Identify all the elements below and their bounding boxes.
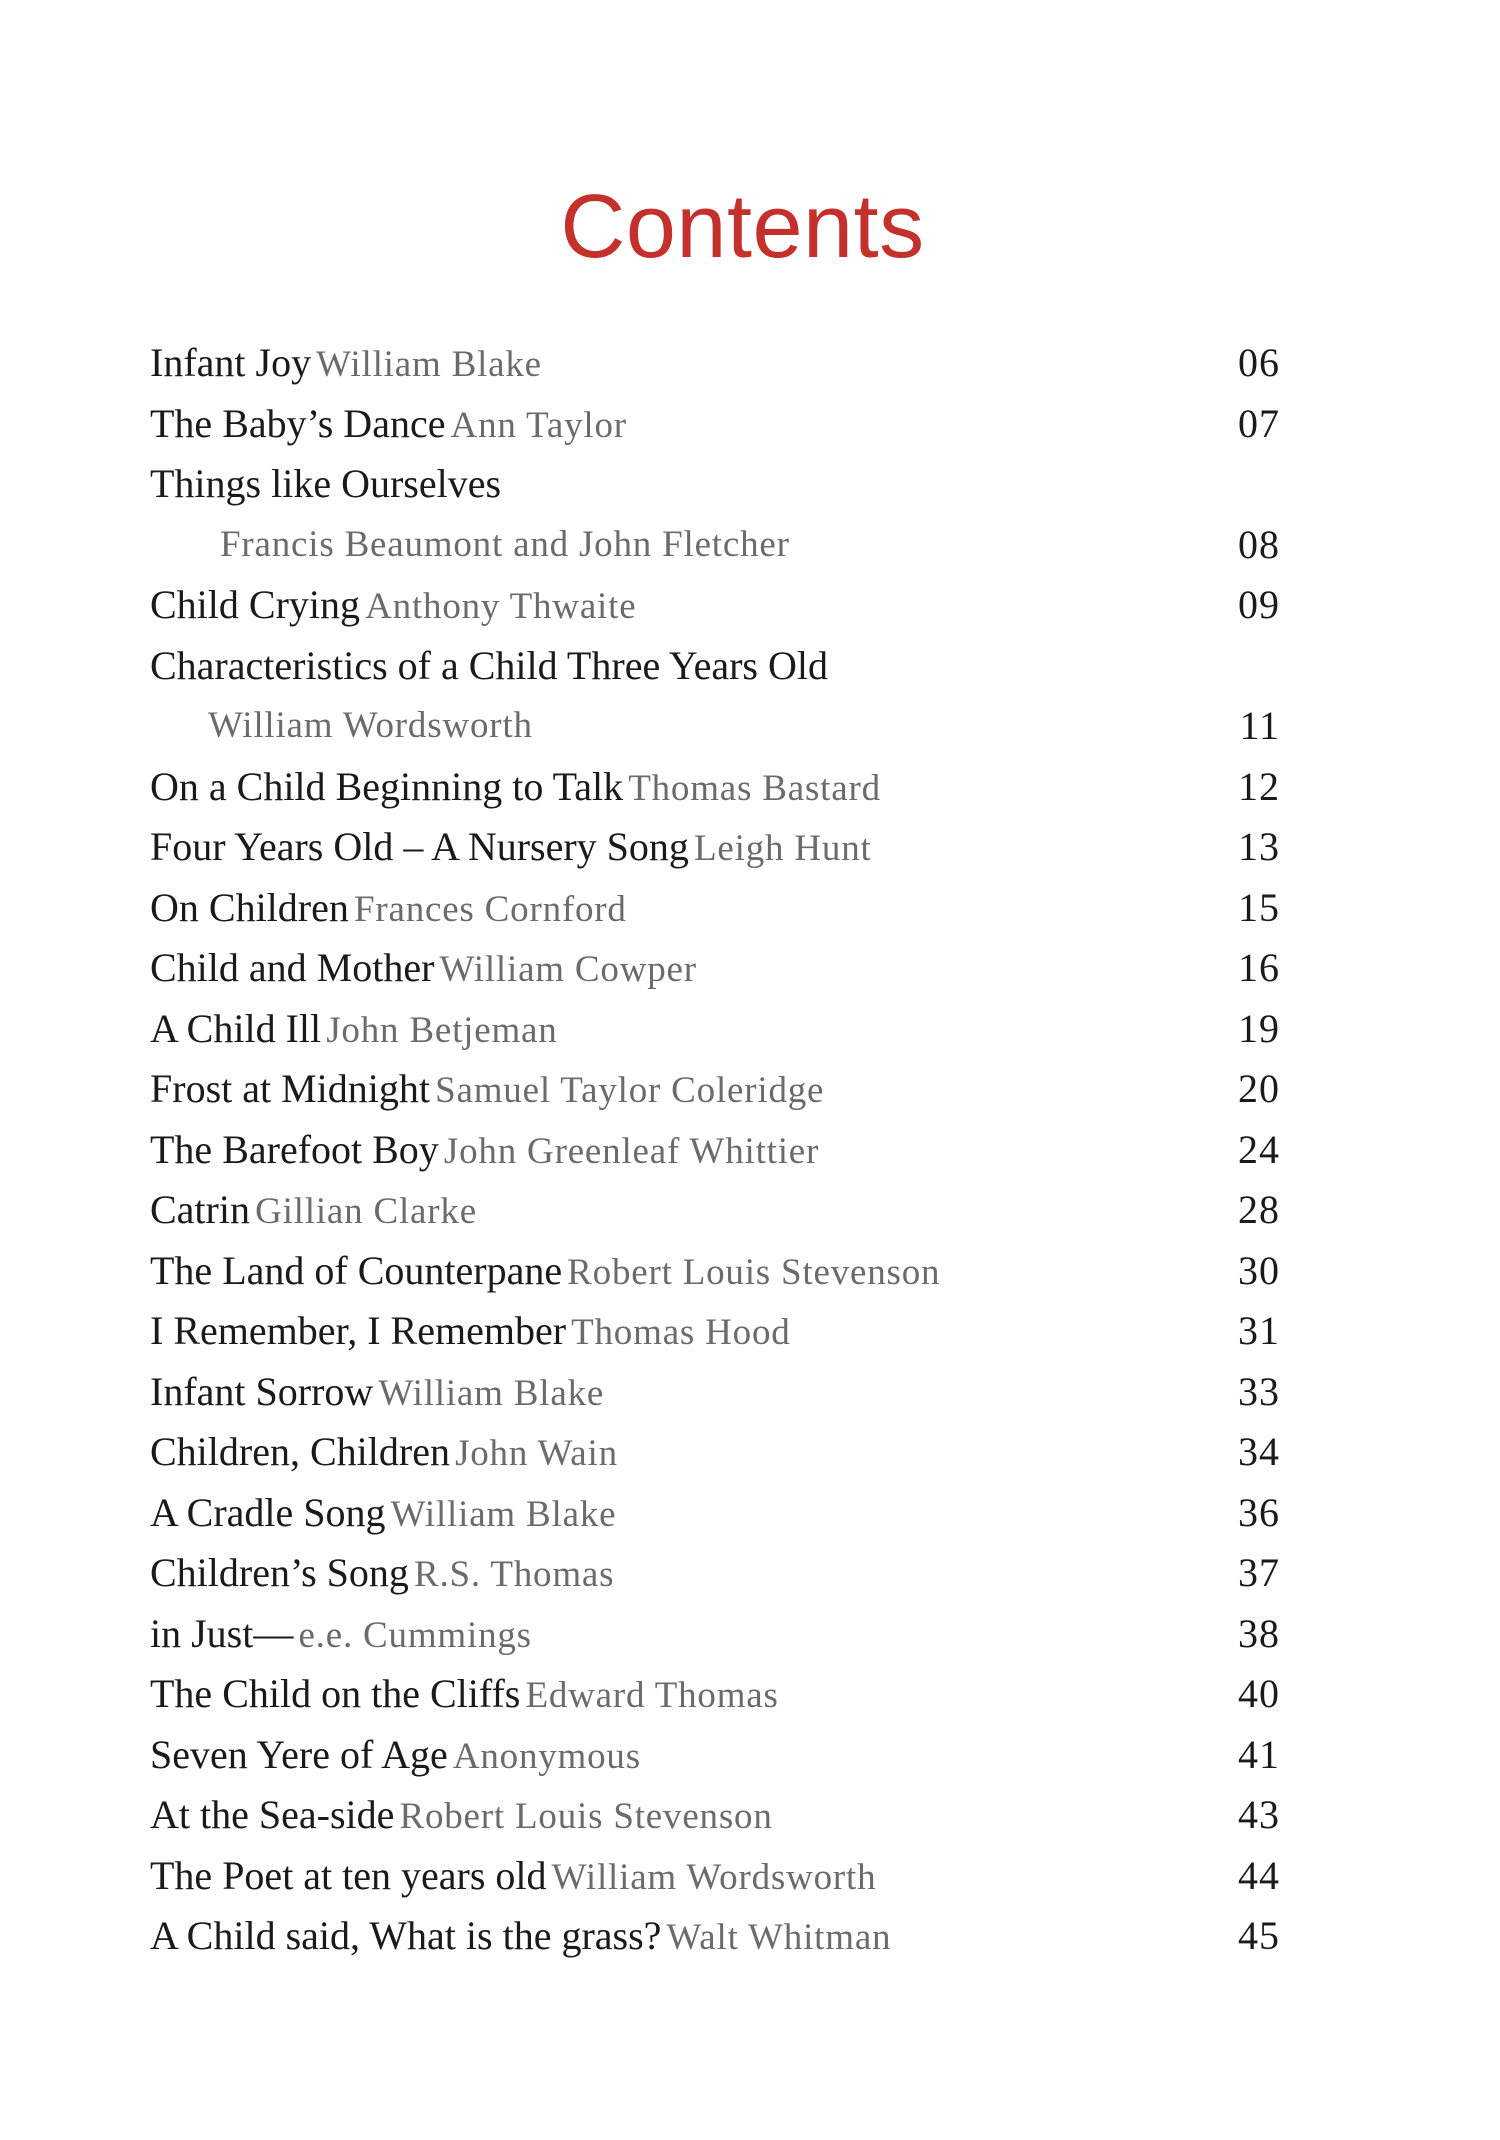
entry-author: R.S. Thomas — [414, 1554, 615, 1595]
entry-page: 37 — [1238, 1550, 1280, 1595]
toc-entry — [150, 636, 1280, 697]
entry-page: 12 — [1238, 763, 1280, 809]
entry-title: Infant Sorrow — [150, 1368, 374, 1414]
entry-page: 44 — [1238, 1852, 1280, 1898]
entry-author: William Blake — [390, 1493, 617, 1535]
toc-entry — [150, 999, 1280, 1060]
entry-author: Anthony Thwaite — [365, 586, 637, 627]
entry-author: Robert Louis Stevenson — [567, 1251, 941, 1293]
entry-author: Ann Taylor — [450, 404, 627, 446]
toc-entry — [150, 1362, 1280, 1423]
entry-page: 15 — [1238, 884, 1280, 930]
entry-author: Robert Louis Stevenson — [399, 1796, 773, 1837]
entry-author: Thomas Bastard — [628, 767, 881, 809]
entry-title: The Child on the Cliffs — [150, 1671, 521, 1716]
entry-author: Gillian Clarke — [255, 1191, 477, 1232]
entry-page: 31 — [1238, 1308, 1280, 1353]
entry-title: Child Crying — [150, 582, 361, 627]
toc-entry — [150, 1725, 1280, 1786]
entry-page: 33 — [1238, 1368, 1280, 1414]
entry-page: 20 — [1238, 1066, 1280, 1111]
entry-title: Children, Children — [150, 1429, 450, 1474]
entry-page: 07 — [1238, 400, 1280, 446]
toc-entry — [150, 394, 1280, 455]
entry-author: Walt Whitman — [666, 1917, 892, 1958]
entry-title: Seven Yere of Age — [150, 1731, 448, 1777]
entry-title: The Baby’s Dance — [150, 400, 446, 446]
toc-entry — [150, 1604, 1280, 1665]
entry-title: A Cradle Song — [150, 1489, 386, 1535]
entry-title: On Children — [150, 884, 349, 930]
toc-entry — [150, 878, 1280, 939]
entry-author: e.e. Cummings — [298, 1614, 532, 1656]
entry-page: 19 — [1238, 1005, 1280, 1051]
toc-entry — [150, 938, 1280, 999]
entry-author: William Blake — [378, 1372, 605, 1414]
toc-entry — [150, 1180, 1280, 1241]
entry-title: Characteristics of a Child Three Years Old — [150, 642, 828, 688]
entry-title: Four Years Old – A Nursery Song — [150, 824, 689, 869]
entry-author: Anonymous — [452, 1735, 641, 1777]
entry-author: Thomas Hood — [571, 1312, 791, 1353]
toc-entry — [150, 1543, 1280, 1604]
entry-page: 13 — [1238, 824, 1280, 869]
entry-page: 41 — [1238, 1731, 1280, 1777]
entry-page: 40 — [1238, 1671, 1280, 1716]
toc-entry — [150, 1664, 1280, 1725]
entry-author: William Cowper — [439, 949, 697, 990]
toc-entry — [150, 1483, 1280, 1544]
entry-page: 06 — [1238, 340, 1280, 385]
toc-entry-continuation — [150, 515, 1280, 576]
page-title: Contents — [560, 177, 925, 278]
entry-title: A Child said, What is the grass? — [150, 1913, 662, 1958]
entry-title: Infant Joy — [150, 340, 312, 385]
toc-entry — [150, 454, 1280, 515]
entry-page: 24 — [1238, 1126, 1280, 1172]
toc-entry — [150, 1785, 1280, 1846]
entry-title: Children’s Song — [150, 1550, 409, 1595]
entry-author: William Blake — [316, 344, 542, 385]
entry-page: 28 — [1238, 1187, 1280, 1232]
entry-page: 38 — [1238, 1610, 1280, 1656]
entry-page: 11 — [1239, 703, 1280, 748]
entry-title: The Land of Counterpane — [150, 1247, 563, 1293]
entry-author: John Betjeman — [326, 1009, 558, 1051]
entry-page: 30 — [1238, 1247, 1280, 1293]
entry-author: Samuel Taylor Coleridge — [435, 1070, 825, 1111]
toc-entry — [150, 817, 1280, 878]
entry-page: 43 — [1238, 1792, 1280, 1837]
entry-author: Frances Cornford — [353, 888, 627, 930]
entry-author: Francis Beaumont and John Fletcher — [220, 523, 790, 565]
entry-title: A Child Ill — [150, 1005, 322, 1051]
entry-title: Things like Ourselves — [150, 461, 502, 506]
contents-list — [150, 333, 1280, 1967]
entry-title: On a Child Beginning to Talk — [150, 763, 624, 809]
entry-author: John Greenleaf Whittier — [443, 1130, 820, 1172]
entry-author: Edward Thomas — [525, 1675, 779, 1716]
entry-title: I Remember, I Remember — [150, 1308, 567, 1353]
entry-title: Catrin — [150, 1187, 250, 1232]
entry-title: in Just— — [150, 1610, 294, 1656]
entry-page: 45 — [1238, 1913, 1280, 1958]
entry-title: The Barefoot Boy — [150, 1126, 439, 1172]
entry-title: The Poet at ten years old — [150, 1852, 547, 1898]
entry-author: William Wordsworth — [208, 705, 533, 746]
entry-author: John Wain — [455, 1433, 618, 1474]
toc-entry — [150, 1120, 1280, 1181]
toc-entry — [150, 1906, 1280, 1967]
entry-title: At the Sea-side — [150, 1792, 395, 1837]
toc-entry — [150, 333, 1280, 394]
toc-entry — [150, 1301, 1280, 1362]
toc-entry — [150, 1059, 1280, 1120]
toc-entry-continuation — [150, 696, 1280, 757]
entry-page: 36 — [1238, 1489, 1280, 1535]
entry-author: William Wordsworth — [551, 1856, 877, 1898]
entry-title: Child and Mother — [150, 945, 435, 990]
toc-entry — [150, 575, 1280, 636]
toc-entry — [150, 1422, 1280, 1483]
toc-entry — [150, 1846, 1280, 1907]
toc-entry — [150, 1241, 1280, 1302]
toc-entry — [150, 757, 1280, 818]
entry-page: 09 — [1238, 582, 1280, 627]
entry-page: 16 — [1238, 945, 1280, 990]
entry-page: 34 — [1238, 1429, 1280, 1474]
entry-author: Leigh Hunt — [694, 828, 872, 869]
entry-page: 08 — [1238, 521, 1280, 567]
entry-title: Frost at Midnight — [150, 1066, 431, 1111]
